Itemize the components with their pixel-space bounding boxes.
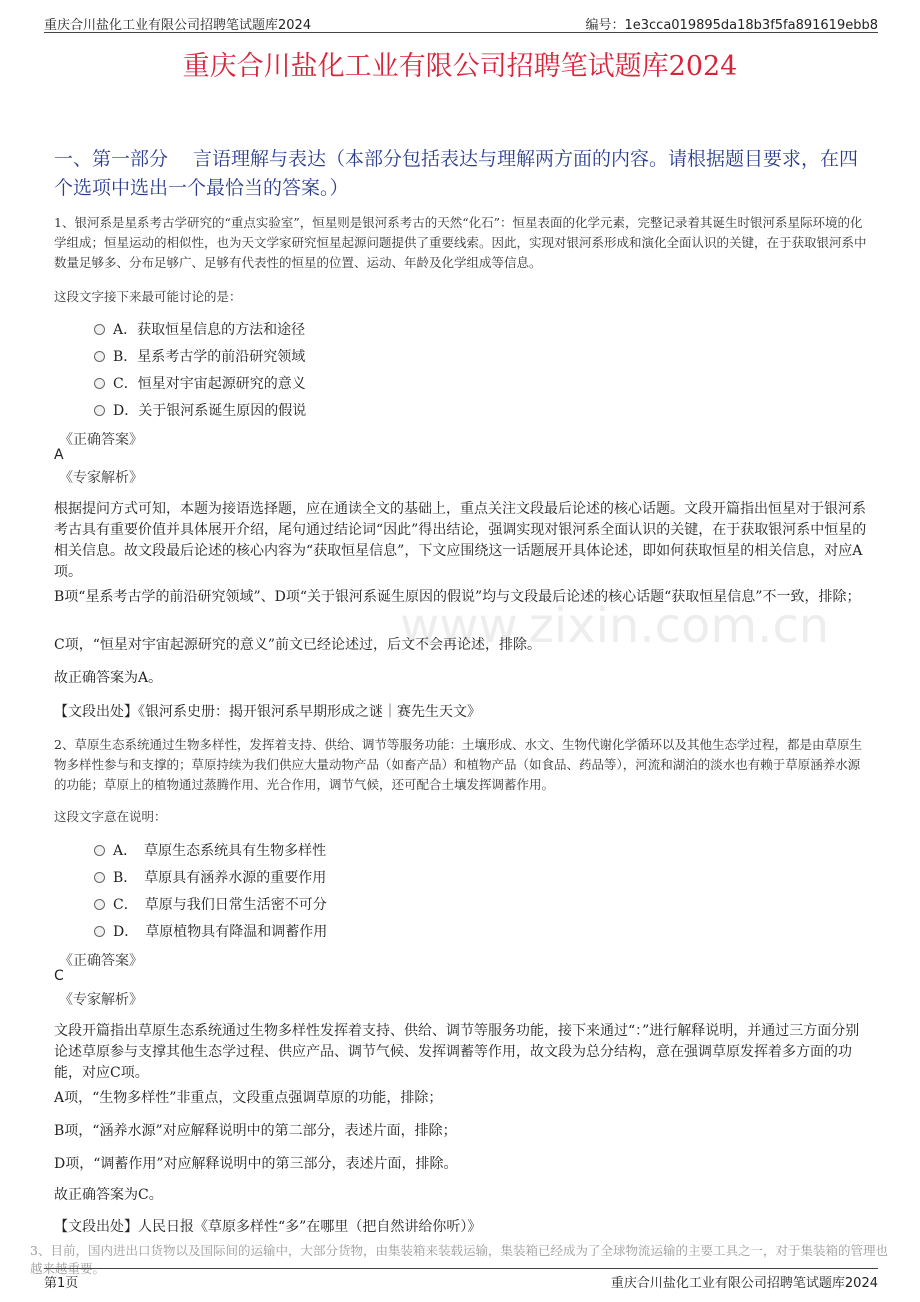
q1-stem: 1、银河系是星系考古学研究的“重点实验室”，恒星则是银河系考古的天然“化石”：恒星表面的化学元素，完整记录着其诞生时银河系星际环境的化学组成；恒星运动的相似性，也为天文学家研究恒星起源问题提供了重要线索。因此，实现对银河系形成和演化全面认识的关键，在于获取银河系中数量足够多、分布足够广、足够有代表性的恒星的位置、运动、年龄及化学组成等信息。 [54,215,867,270]
option-label: D．关于银河系诞生原因的假说 [113,403,307,419]
option-label: C． 草原与我们日常生活密不可分 [113,897,327,913]
q1-explanation-2: B项“星系考古学的前沿研究领域”、D项“关于银河系诞生原因的假说”均与文段最后论述的核心话题“获取恒星信息”不一致，排除； [54,589,861,605]
page-number: 第1页 [44,1276,79,1291]
q2-answer-label: 《正确答案》 [59,953,143,969]
q1-explanation-1: 根据提问方式可知，本题为接语选择题，应在通读全文的基础上，重点关注文段最后论述的核心话题。文段开篇指出恒星对于银河系考古具有重要价值并具体展开介绍，尾句通过结论词“因此”得出结论，强调实现对银河系全面认识的关键，在于获取银河系中恒星的相关信息。故文段最后论述的核心内容为“获取恒星信息”，下文应围绕这一话题展开具体论述，即如何获取恒星的相关信息，对应A项。 [54,501,867,580]
header-doc-number: 编号：1e3cca019895da18b3f5fa891619ebb8 [585,18,878,33]
q1-prompt: 这段文字接下来最可能讨论的是： [54,289,242,304]
option-label: B． 草原具有涵养水源的重要作用 [113,870,327,886]
q1-answer-label: 《正确答案》 [59,432,143,448]
radio-icon[interactable] [94,845,105,856]
q1-option-c[interactable] [94,373,306,395]
option-label: C．恒星对宇宙起源研究的意义 [113,376,306,392]
radio-icon[interactable] [94,324,105,335]
q1-option-a[interactable] [94,319,305,341]
q1-option-b[interactable] [94,346,305,368]
q2-answer: C [54,968,64,984]
option-label: D． 草原植物具有降温和调蓄作用 [113,924,328,940]
header-rule [44,32,878,33]
radio-icon[interactable] [94,872,105,883]
q2-stem: 2、草原生态系统通过生物多样性，发挥着支持、供给、调节等服务功能：土壤形成、水文、生物代谢化学循环以及其他生态学过程，都是由草原生物多样性参与和支撑的；草原持续为我们供应大量动物产品（如畜产品）和植物产品（如食品、药品等），河流和湖泊的淡水也有赖于草原涵养水源的功能；草原上的植物通过蒸腾作用、光合作用，调节气候，还可配合土壤发挥调蓄作用。 [54,737,862,792]
q1-answer: A [54,447,64,463]
q1-explanation-3: C项，“恒星对宇宙起源研究的意义”前文已经论述过，后文不会再论述，排除。 [54,637,542,653]
q2-option-c[interactable] [94,894,327,916]
radio-icon[interactable] [94,351,105,362]
radio-icon[interactable] [94,405,105,416]
q2-analysis-label: 《专家解析》 [59,992,143,1008]
q1-analysis-label: 《专家解析》 [59,470,143,486]
q1-option-d[interactable] [94,400,306,422]
q2-explanation-1: 文段开篇指出草原生态系统通过生物多样性发挥着支持、供给、调节等服务功能，接下来通过“：”进行解释说明，并通过三方面分别论述草原参与支撑其他生态学过程、供应产品、调节气候、发挥调蓄等作用，故文段为总分结构，意在强调草原发挥着多方面的功能，对应C项。 [54,1023,860,1081]
q2-option-a[interactable] [94,840,326,862]
q2-option-b[interactable] [94,867,326,889]
option-label: A． 草原生态系统具有生物多样性 [113,843,327,859]
option-label: A．获取恒星信息的方法和途径 [113,322,306,338]
option-label: B．星系考古学的前沿研究领域 [113,349,306,365]
watermark: www.zixin.com.cn [400,598,830,654]
q2-explanation-3: B项，“涵养水源”对应解释说明中的第二部分，表述片面，排除； [54,1123,457,1139]
q2-prompt: 这段文字意在说明： [54,809,167,824]
q2-source: 【文段出处】人民日报《草原多样性“多”在哪里（把自然讲给你听）》 [54,1219,482,1235]
q3-partial-text [30,1243,890,1276]
footer-doc-title: 重庆合川盐化工业有限公司招聘笔试题库2024 [610,1276,878,1291]
q1-explanation-4: 故正确答案为A。 [54,670,163,686]
q1-source: 【文段出处】《银河系史册：揭开银河系早期形成之谜｜赛先生天文》 [54,704,481,720]
q2-explanation-4: D项，“调蓄作用”对应解释说明中的第三部分，表述片面，排除。 [54,1156,458,1172]
radio-icon[interactable] [94,899,105,910]
section-heading: 一、第一部分 言语理解与表达（本部分包括表达与理解两方面的内容。请根据题目要求，在四个选项中选出一个最恰当的答案。） [54,148,859,199]
radio-icon[interactable] [94,926,105,937]
q2-explanation-5: 故正确答案为C。 [54,1187,163,1203]
q3-stem-cut: 3、目前，国内进出口货物以及国际间的运输中，大部分货物，由集装箱来装载运输，集装箱已经成为了全球物流运输的主要工具之一，对于集装箱的管理也越来越重要。 [30,1243,888,1276]
page-header [44,12,878,32]
footer-rule [44,1268,878,1269]
q2-explanation-2: A项，“生物多样性”非重点，文段重点强调草原的功能，排除； [54,1090,443,1106]
page-title: 重庆合川盐化工业有限公司招聘笔试题库2024 [182,51,738,82]
radio-icon[interactable] [94,378,105,389]
page-footer [44,1270,878,1290]
header-doc-title: 重庆合川盐化工业有限公司招聘笔试题库2024 [44,18,312,33]
q2-option-d[interactable] [94,921,327,943]
